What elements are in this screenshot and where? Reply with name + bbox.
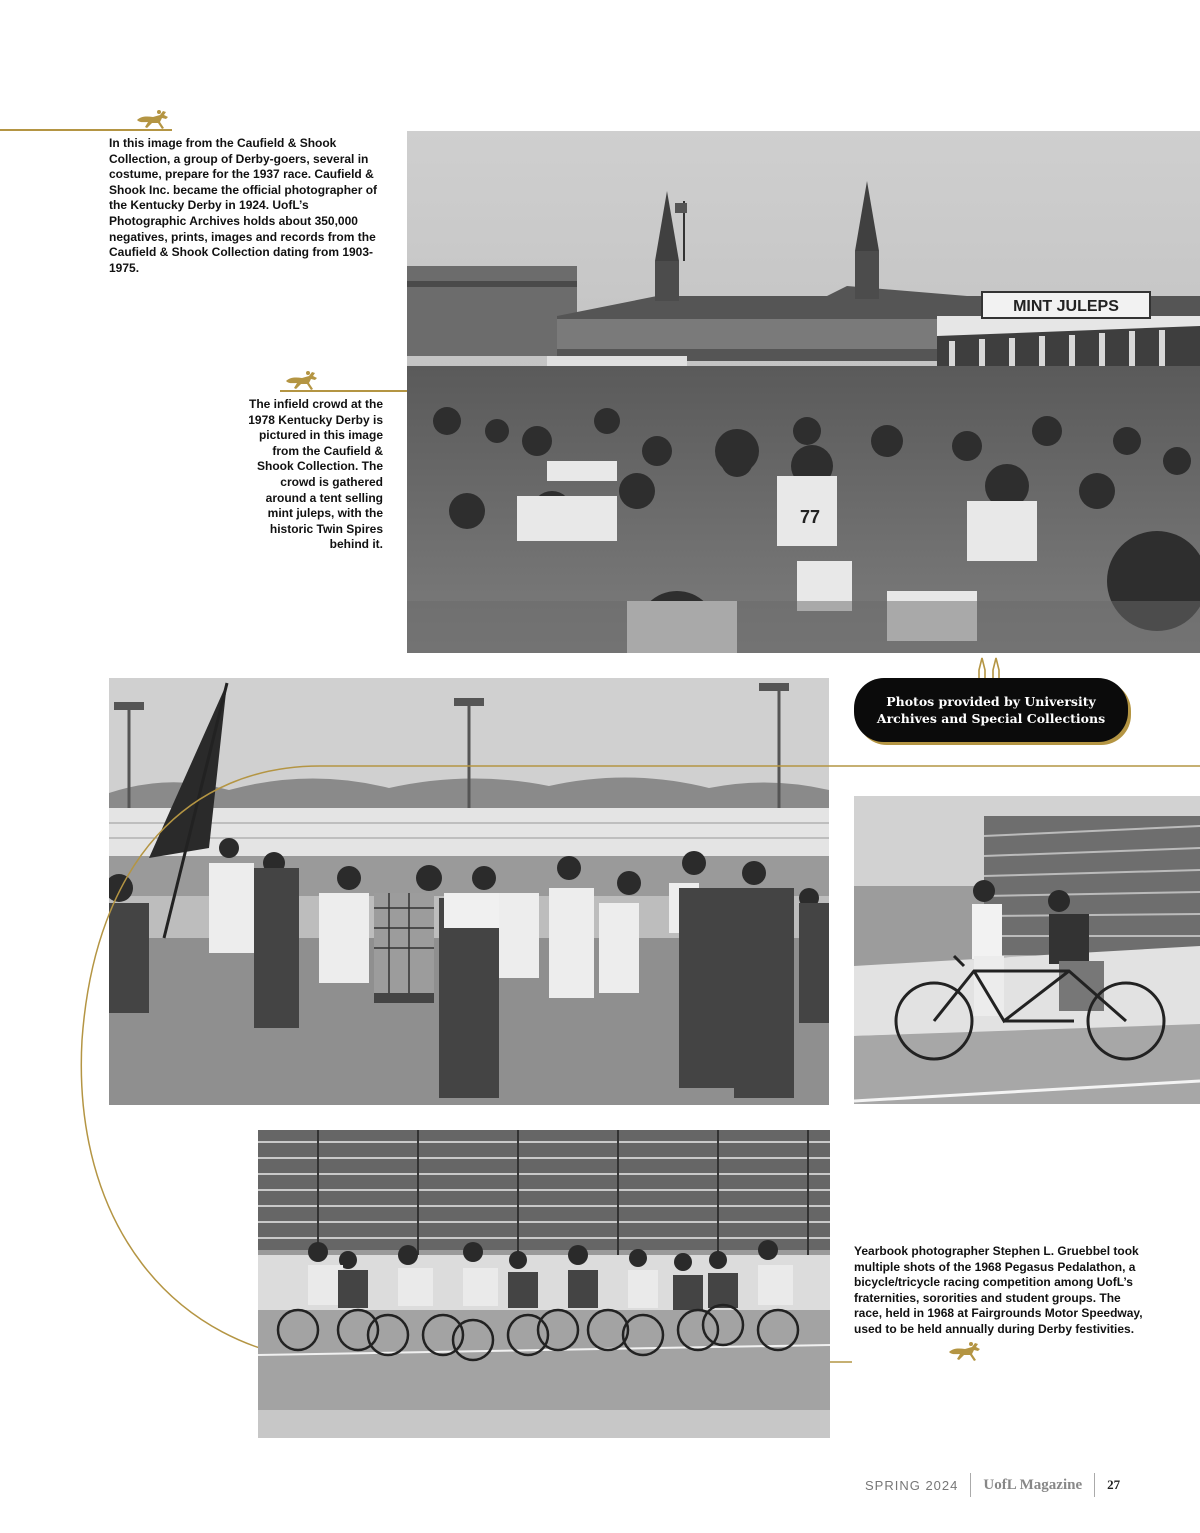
photo-pedalathon-racers: [258, 1130, 830, 1438]
footer-magazine-name: UofL Magazine: [983, 1476, 1083, 1493]
horse-icon: [945, 1338, 985, 1364]
credit-line-2: Archives and Special Collections: [876, 711, 1106, 726]
caption-infield-1978: The infield crowd at the 1978 Kentucky Derby is pictured in this image from the Caufield & Shook Collection. The crowd is gathered around a tent selling mint juleps, with the historic Twin Spires behind it.: [248, 397, 383, 552]
photo-pedalathon-crowd: [109, 678, 829, 1105]
page-number: 27: [1107, 1477, 1121, 1492]
footer-season: SPRING 2024: [865, 1477, 959, 1493]
mint-juleps-sign: MINT JULEPS: [1013, 298, 1119, 315]
caption-pedalathon-1968: Yearbook photographer Stephen L. Gruebbel took multiple shots of the 1968 Pegasus Pedalathon, a bicycle/tricycle racing competition among UofL’s fraternities, sororities and student groups. The race, held in 1968 at Fairgrounds Motor Speedway, used to be held annually during Derby festivities.: [854, 1244, 1143, 1336]
footer-divider: [1094, 1473, 1095, 1497]
credit-line-1: Photos provided by University: [886, 694, 1096, 709]
footer-divider: [970, 1473, 971, 1497]
photo-credit-pill: [854, 678, 1128, 742]
page-footer: [865, 1474, 1120, 1496]
photo-tandem-bike: [854, 796, 1200, 1104]
jersey-number: 77: [799, 507, 821, 527]
horse-icon: [133, 106, 173, 132]
photo-infield-1978: [407, 131, 1200, 653]
caption-caufield-1937: In this image from the Caufield & Shook Collection, a group of Derby-goers, several in costume, prepare for the 1937 race. Caufield & Shook Inc. became the official photographer of the Kentucky Derby in 1924. UofL’s Photographic Archives holds about 350,000 negatives, prints, images and records from the Caufield & Shook Collection dating from 1903-1975.: [109, 136, 378, 275]
horse-icon: [282, 367, 322, 393]
